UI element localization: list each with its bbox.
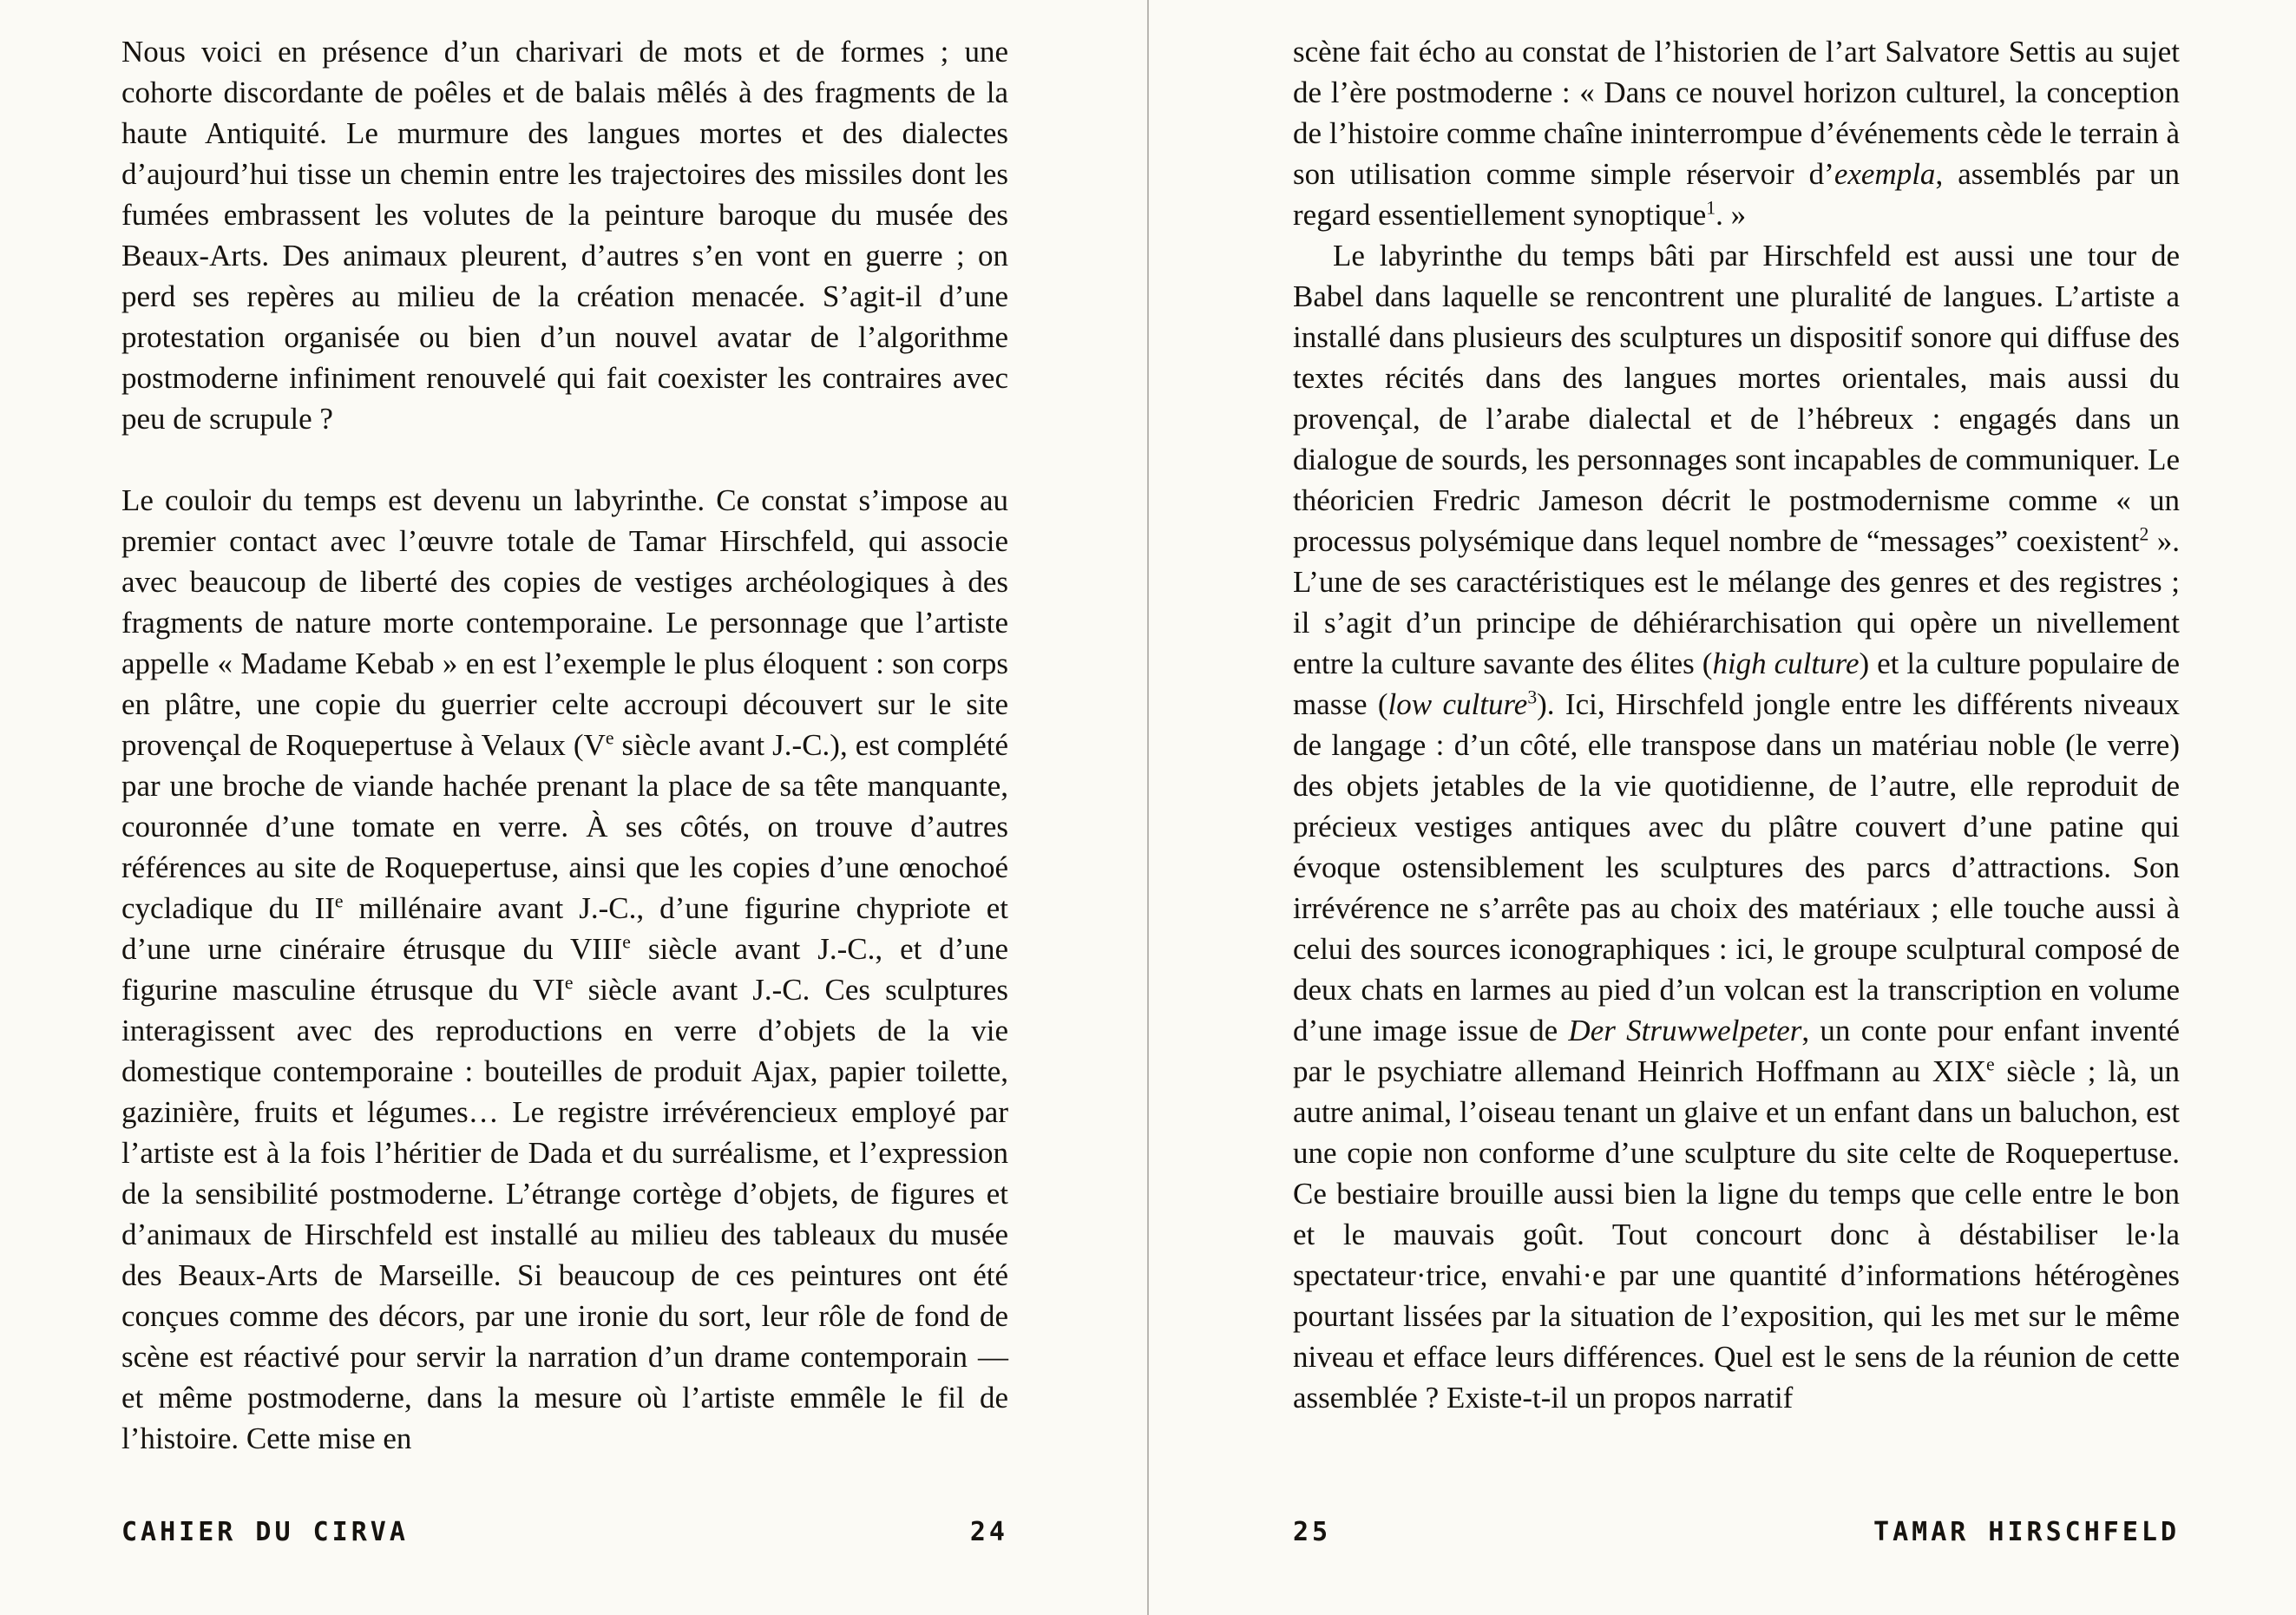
right-text-column <box>1293 31 2180 1418</box>
right-footer <box>1293 1517 2180 1547</box>
right-paragraph-1: scène fait écho au constat de l’historien de l’art Salvatore Settis au sujet de l’ère postmoderne : « Dans ce nouvel horizon culturel, la conception de l’histoire comme chaîne ininterrompue d’événements cède le terrain à son utilisation comme simple réservoir d’exempla, assemblés par un regard essentiellement synoptique$^1$. » <box>1293 35 2180 232</box>
left-paragraph-1: Nous voici en présence d’un charivari de mots et de formes ; une cohorte discordante de poêles et de balais mêlés à des fragments de la haute Antiquité. Le murmure des langues mortes et des dialectes d’aujourd’hui tisse un chemin entre les trajectoires des missiles dont les fumées embrassent les volutes de la peinture baroque du musée des Beaux-Arts. Des animaux pleurent, d’autres s’en vont en guerre ; on perd ses repères au milieu de la création menacée. S’agit-il d’une protestation organisée ou bien d’un nouvel avatar de l’algorithme postmoderne infiniment renouvelé qui fait coexister les contraires avec peu de scrupule ? <box>121 35 1008 436</box>
left-footer <box>121 1517 1008 1547</box>
page-right <box>1148 0 2296 1615</box>
left-text-column <box>121 31 1008 1459</box>
running-footer-title: CAHIER DU CIRVA <box>121 1517 409 1547</box>
left-paragraph-2: Le couloir du temps est devenu un labyrinthe. Ce constat s’impose au premier contact avec l’œuvre totale de Tamar Hirschfeld, qui associe avec beaucoup de liberté des copies de vestiges archéologiques à des fragments de nature morte contemporaine. Le personnage que l’artiste appelle « Madame Kebab » en est l’exemple le plus éloquent : son corps en plâtre, une copie du guerrier celte accroupi découvert sur le site provençal de Roquepertuse à Velaux (Ve siècle avant J.-C.), est complété par une broche de viande hachée prenant la place de sa tête manquante, couronnée d’une tomate en verre. À ses côtés, on trouve d’autres références au site de Roquepertuse, ainsi que les copies d’une œnochoé cycladique du IIe millénaire avant J.-C., d’une figurine chypriote et d’une urne cinéraire étrusque du VIIIe siècle avant J.-C., et d’une figurine masculine étrusque du VIe siècle avant J.-C. Ces sculptures interagissent avec des reproductions en verre d’objets de la vie domestique contemporaine : bouteilles de produit Ajax, papier toilette, gazinière, fruits et légumes… Le registre irrévérencieux employé par l’artiste est à la fois l’héritier de Dada et du surréalisme, et l’expression de la sensibilité postmoderne. L’étrange cortège d’objets, de figures et d’animaux de Hirschfeld est installé au milieu des tableaux du musée des Beaux-Arts de Marseille. Si beaucoup de ces peintures ont été conçues comme des décors, par une ironie du sort, leur rôle de fond de scène est réactivé pour servir la narration d’un drame contemporain — et même postmoderne, dans la mesure où l’artiste emmêle le fil de l’histoire. Cette mise en <box>121 483 1008 1455</box>
running-footer-author: TAMAR HIRSCHFELD <box>1873 1517 2180 1547</box>
page-number-left: 24 <box>969 1517 1008 1547</box>
right-paragraph-2: Le labyrinthe du temps bâti par Hirschfeld est aussi une tour de Babel dans laquelle se rencontrent une pluralité de langues. L’artiste a installé dans plusieurs des sculptures un dispositif sonore qui diffuse des textes récités dans des langues mortes orientales, mais aussi du provençal, de l’arabe dialectal et de l’hébreux : engagés dans un dialogue de sourds, les personnages sont incapables de communiquer. Le théoricien Fredric Jameson décrit le postmodernisme comme « un processus polysémique dans lequel nombre de “messages” coexistent$^2$ ». L’une de ses caractéristiques est le mélange des genres et des registres ; il s’agit d’un principe de déhiérarchisation qui opère un nivellement entre la culture savante des élites (high culture) et la culture populaire de masse (low culture$^3$). Ici, Hirschfeld jongle entre les différents niveaux de langage : d’un côté, elle transpose dans un matériau noble (le verre) des objets jetables de la vie quotidienne, de l’autre, elle reproduit de précieux vestiges antiques avec du plâtre couvert d’une patine qui évoque ostensiblement les sculptures des parcs d’attractions. Son irrévérence ne s’arrête pas au choix des matériaux ; elle touche aussi à celui des sources iconographiques : ici, le groupe sculptural composé de deux chats en larmes au pied d’un volcan est la transcription en volume d’une image issue de Der Struwwelpeter, un conte pour enfant inventé par le psychiatre allemand Heinrich Hoffmann au XIXe siècle ; là, un autre animal, l’oiseau tenant un glaive et un enfant dans un baluchon, est une copie non conforme d’une sculpture du site celte de Roquepertuse. Ce bestiaire brouille aussi bien la ligne du temps que celle entre le bon et le mauvais goût. Tout concourt donc à déstabiliser le·la spectateur·trice, envahi·e par une quantité d’informations hétérogènes pourtant lissées par la situation de l’exposition, qui les met sur le même niveau et efface leurs différences. Quel est le sens de la réunion de cette assemblée ? Existe-t-il un propos narratif <box>1293 239 2181 1415</box>
page-number-right: 25 <box>1293 1517 1332 1547</box>
